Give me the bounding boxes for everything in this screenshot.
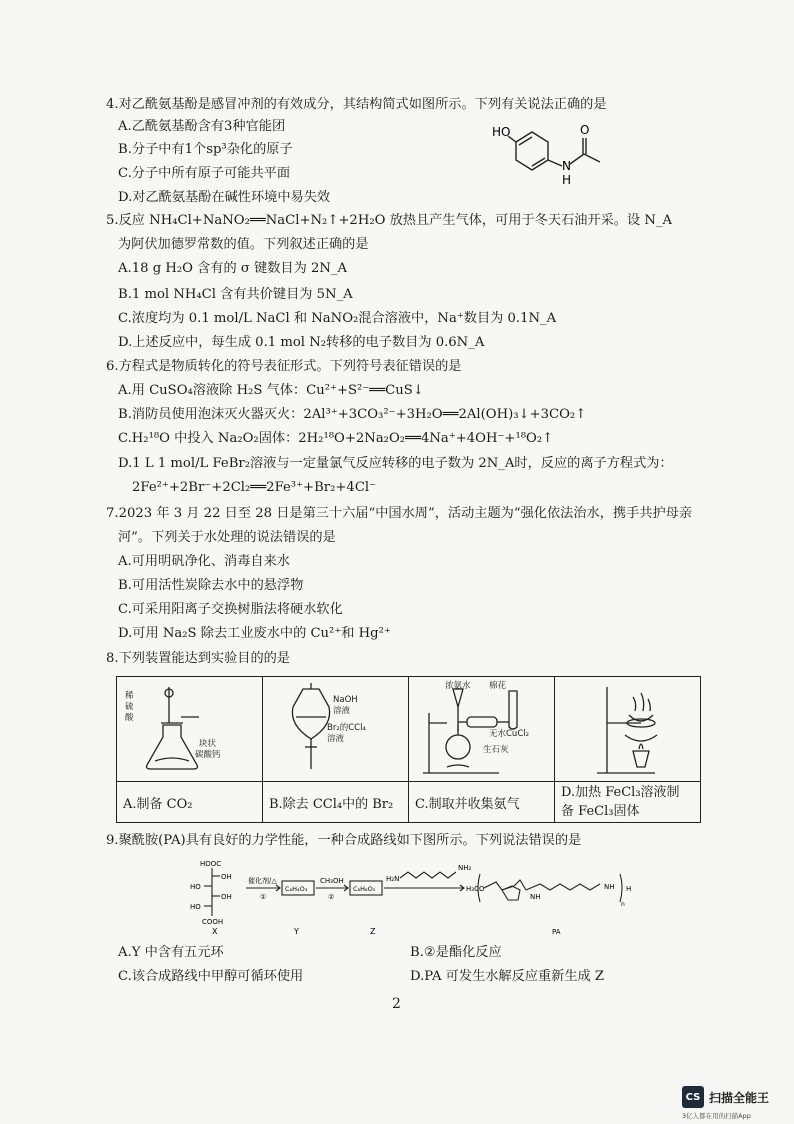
- label-solution-2: 溶液: [327, 734, 345, 744]
- scanner-watermark: [682, 1086, 769, 1108]
- step-2-reagent: CH₃OH: [320, 877, 344, 885]
- caption-b: B.除去 CCl₄中的 Br₂: [263, 782, 409, 823]
- label-pa: PA: [552, 928, 561, 936]
- q7-option-a: A.可用明矾净化、消毒自来水: [118, 554, 290, 569]
- q4-option-c: C.分子中所有原子可能共平面: [118, 166, 291, 181]
- q4-option-b: B.分子中有1个sp³杂化的原子: [118, 142, 293, 157]
- q4-option-a: A.乙酰氨基酚含有3种官能团: [118, 119, 286, 134]
- label-lump: 块状: [199, 739, 217, 749]
- pa-nh-2: NH: [604, 883, 615, 891]
- caption-d: [555, 782, 701, 823]
- scanner-app-name: 扫描全能王: [709, 1090, 770, 1105]
- label-x: X: [212, 927, 218, 936]
- q6-option-c: C.H₂¹⁸O 中投入 Na₂O₂固体：2H₂¹⁸O+2Na₂O₂══4Na⁺+4OH⁻+¹⁸O₂↑: [118, 431, 554, 446]
- apparatus-a-cell: [117, 677, 263, 782]
- synthesis-route-diagram: [190, 856, 640, 936]
- q7-option-d: D.可用 Na₂S 除去工业废水中的 Cu²⁺和 Hg²⁺: [118, 626, 391, 641]
- z-formula: C₈H₈O₅: [353, 885, 376, 893]
- acetaminophen-structure: [488, 118, 628, 188]
- label-anhydrous-cucl2: 无水CuCl₂: [489, 729, 530, 739]
- q9-option-c: C.该合成路线中甲醇可循环使用: [118, 969, 304, 984]
- pa-nh-1: NH: [530, 893, 541, 901]
- label-cotton: 棉花: [489, 681, 507, 691]
- q8-stem: 8.下列装置能达到实验目的的是: [106, 651, 291, 666]
- evaporation-setup-icon: [555, 677, 700, 781]
- label-acid: 酸: [125, 713, 134, 723]
- apparatus-table: [116, 676, 701, 823]
- diamine-h2n: H₂N: [386, 875, 400, 883]
- pa-n: n: [621, 901, 625, 908]
- q6-option-a: A.用 CuSO₄溶液除 H₂S 气体：Cu²⁺+S²⁻══CuS↓: [118, 383, 424, 398]
- scanner-tagline: 3亿人都在用的扫描App: [682, 1112, 751, 1120]
- label-sulfuric: 硫: [125, 702, 134, 712]
- label-solution-1: 溶液: [333, 706, 351, 716]
- q6-stem: 6.方程式是物质转化的符号表征形式。下列符号表征错误的是: [106, 359, 462, 374]
- x-oh-1: OH: [221, 873, 232, 881]
- x-ho-2: HO: [190, 903, 201, 911]
- x-cooh-top: HOOC: [200, 860, 222, 868]
- step-1-number: ①: [260, 893, 267, 901]
- q5-option-c: C.浓度均为 0.1 mol/L NaCl 和 NaNO₂混合溶液中，Na⁺数目为 0.1N_A: [118, 311, 557, 326]
- caption-d-1: D.加热 FeCl₃溶液制: [561, 785, 680, 800]
- label-z: Z: [370, 927, 376, 936]
- q5-option-a: A.18 g H₂O 含有的 σ 键数目为 2N_A: [118, 261, 348, 276]
- apparatus-d-cell: [555, 677, 701, 782]
- q7-option-c: C.可采用阳离子交换树脂法将硬水软化: [118, 602, 343, 617]
- q6-option-d-1: D.1 L 1 mol/L FeBr₂溶液与一定量氯气反应转移的电子数为 2N_A时，反应的离子方程式为：: [118, 456, 673, 471]
- q7-option-b: B.可用活性炭除去水中的悬浮物: [118, 578, 304, 593]
- diamine-nh2: NH₂: [458, 864, 472, 872]
- apparatus-b-cell: [263, 677, 409, 782]
- label-dilute: 稀: [125, 691, 134, 701]
- x-cooh-bottom: COOH: [202, 918, 224, 926]
- caption-c: C.制取并收集氨气: [409, 782, 555, 823]
- q4-option-d: D.对乙酰氨基酚在碱性环境中易失效: [118, 190, 331, 205]
- q7-stem-1: 7.2023 年 3 月 22 日至 28 日是第三十六届“中国水周”，活动主题为“强化依法治水，携手共护母亲: [106, 506, 693, 521]
- q6-option-b: B.消防员使用泡沫灭火器灭火：2Al³⁺+3CO₃²⁻+3H₂O══2Al(OH)₃↓+3CO₂↑: [118, 407, 587, 422]
- label-naoh: NaOH: [333, 695, 358, 705]
- q5-stem-2: 为阿伏加德罗常数的值。下列叙述正确的是: [118, 237, 369, 252]
- q9-option-d: D.PA 可发生水解反应重新生成 Z: [410, 969, 605, 984]
- q6-option-d-2: 2Fe²⁺+2Br⁻+2Cl₂══2Fe³⁺+Br₂+4Cl⁻: [132, 480, 377, 495]
- y-formula: C₆H₄O₃: [285, 885, 308, 893]
- struct-ho: HO: [492, 125, 511, 139]
- q5-option-b: B.1 mol NH₄Cl 含有共价键目为 5N_A: [118, 287, 353, 302]
- label-caco3: 碳酸钙: [195, 750, 221, 760]
- caption-d-2: 备 FeCl₃固体: [561, 804, 640, 819]
- struct-h: H: [562, 173, 572, 187]
- q5-stem-1: 5.反应 NH₄Cl+NaNO₂══NaCl+N₂↑+2H₂O 放热且产生气体，可用于冬天石油开采。设 N_A: [106, 213, 673, 228]
- x-oh-2: OH: [221, 893, 232, 901]
- q9-stem: 9.聚酰胺(PA)具有良好的力学性能，一种合成路线如下图所示。下列说法错误的是: [106, 833, 582, 848]
- struct-n: N: [562, 159, 571, 173]
- pa-h: H: [626, 885, 632, 893]
- page-number: 2: [392, 996, 401, 1012]
- label-conc-ammonia: 浓氨水: [445, 681, 471, 691]
- label-br2-ccl4: Br₂的CCl₄: [327, 723, 366, 733]
- apparatus-c-cell: [409, 677, 555, 782]
- scanner-logo-icon: CS: [682, 1086, 704, 1108]
- caption-a: A.制备 CO₂: [117, 782, 263, 823]
- step-1-reagent: 催化剂/△: [248, 877, 277, 885]
- pa-end-group: H₃CO: [466, 885, 485, 893]
- q7-stem-2: 河”。下列关于水处理的说法错误的是: [118, 530, 336, 545]
- struct-o: O: [580, 123, 590, 137]
- x-ho-1: HO: [190, 883, 201, 891]
- step-2-number: ②: [328, 893, 335, 901]
- flask-apparatus-icon: [117, 677, 262, 781]
- ammonia-setup-icon: [409, 677, 554, 781]
- q5-option-d: D.上述反应中，每生成 0.1 mol N₂转移的电子数目为 0.6N_A: [118, 335, 485, 350]
- label-quicklime: 生石灰: [483, 745, 509, 755]
- label-y: Y: [294, 927, 299, 936]
- q9-option-b: B.②是酯化反应: [410, 945, 502, 960]
- q4-stem: 4.对乙酰氨基酚是感冒冲剂的有效成分，其结构简式如图所示。下列有关说法正确的是: [106, 97, 607, 112]
- q9-option-a: A.Y 中含有五元环: [118, 945, 224, 960]
